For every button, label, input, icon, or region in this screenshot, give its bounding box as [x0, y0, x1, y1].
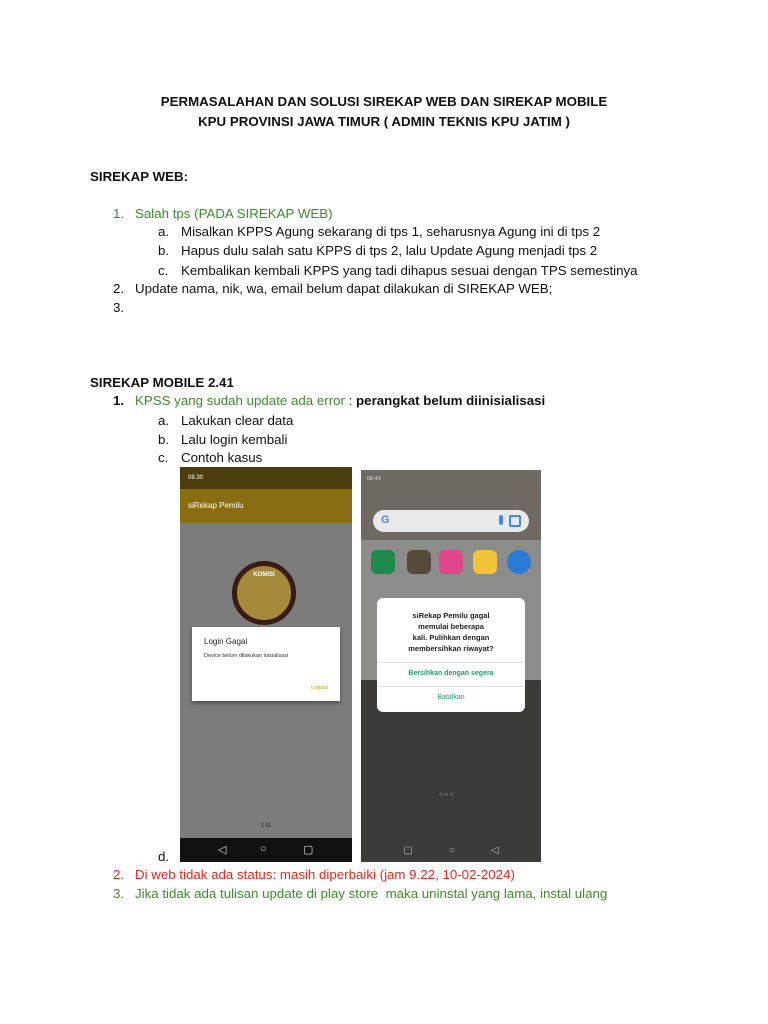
app-icon[interactable]: [407, 550, 431, 574]
app-icon[interactable]: [473, 550, 497, 574]
mobile-sub-c-text: Contoh kasus: [181, 450, 263, 465]
back-icon[interactable]: ◁: [490, 845, 499, 856]
nav-bar: [180, 838, 352, 862]
mobile-item-1-colon: :: [344, 393, 357, 408]
kpu-logo-text: KOMISI: [253, 572, 275, 578]
crash-message-line3: kali. Pulihkan dengan: [412, 633, 490, 642]
app-icon[interactable]: [439, 550, 463, 574]
dialog-message: Device belum dilakukan inisialisasi: [204, 653, 289, 659]
web-item-1-num: 1.: [113, 206, 125, 221]
logout-button[interactable]: Logout: [311, 685, 328, 691]
screenshot-login-failed: [180, 467, 352, 862]
mobile-heading: SIREKAP MOBILE 2.41: [90, 375, 234, 390]
google-search-bar[interactable]: [373, 510, 529, 532]
mobile-item-3-num: 3.: [113, 886, 125, 901]
web-sub-c-text: Kembalikan kembali KPPS yang tadi dihapus sesuai dengan TPS semestinya: [181, 263, 638, 278]
dialog-title: Login Gagal: [204, 637, 248, 646]
web-item-2-text: Update nama, nik, wa, email belum dapat dilakukan di SIREKAP WEB;: [135, 281, 553, 296]
crash-message: [377, 610, 525, 654]
web-item-3-num: 3.: [113, 300, 125, 315]
mobile-sub-a-num: a.: [158, 413, 170, 428]
status-time: 08.43: [367, 476, 381, 482]
web-sub-a-num: a.: [158, 224, 170, 239]
mobile-sub-d-num: d.: [158, 849, 170, 864]
crash-dialog: [377, 598, 525, 712]
mobile-sub-b-num: b.: [158, 432, 170, 447]
web-heading: SIREKAP WEB:: [90, 169, 189, 184]
crash-message-line1: siRekap Pemilu gagal: [412, 611, 490, 620]
home-icon[interactable]: ○: [260, 843, 267, 855]
lens-icon[interactable]: [509, 515, 521, 527]
kpu-logo: [232, 561, 296, 625]
back-icon[interactable]: ◁: [218, 844, 227, 856]
page-indicator: ○ ○ ○: [439, 792, 454, 798]
web-sub-b-text: Hapus dulu salah satu KPPS di tps 2, lalu Update Agung menjadi tps 2: [181, 243, 598, 258]
web-sub-c-num: c.: [158, 263, 169, 278]
clear-now-button[interactable]: Bersihkan dengan segera: [408, 670, 494, 677]
mobile-item-1-bold: perangkat belum diinisialisasi: [356, 393, 546, 408]
cancel-button[interactable]: Batalkan: [437, 694, 465, 701]
web-sub-a-text: Misalkan KPPS Agung sekarang di tps 1, seharusnya Agung ini di tps 2: [181, 224, 601, 239]
mobile-sub-a-text: Lakukan clear data: [181, 413, 294, 428]
login-failed-dialog: [192, 627, 340, 701]
app-icon[interactable]: [371, 550, 395, 574]
mobile-item-1-text: [135, 393, 545, 409]
recents-icon[interactable]: ▢: [303, 844, 314, 856]
app-bar: [180, 489, 352, 523]
divider: [377, 686, 525, 687]
app-title: siRekap Pemilu: [188, 501, 244, 510]
status-bar: [180, 467, 352, 489]
mobile-sub-b-text: Lalu login kembali: [181, 432, 288, 447]
home-icon[interactable]: ○: [448, 845, 455, 856]
web-item-2-num: 2.: [113, 281, 125, 296]
mobile-item-3-text: Jika tidak ada tulisan update di play store maka uninstal yang lama, instal ulang: [135, 886, 608, 901]
divider: [377, 662, 525, 663]
crash-message-line4: membersihkan riwayat?: [408, 644, 494, 653]
doc-title-line1: PERMASALAHAN DAN SOLUSI SIREKAP WEB DAN SIREKAP MOBILE: [160, 94, 608, 109]
recents-icon[interactable]: ▢: [403, 845, 413, 856]
google-icon: G: [381, 514, 390, 526]
mobile-item-2-text: Di web tidak ada status: masih diperbaiki (jam 9.22, 10-02-2024): [135, 867, 515, 882]
mobile-item-1-num: 1.: [113, 393, 125, 408]
doc-title-line2: KPU PROVINSI JAWA TIMUR ( ADMIN TEKNIS KPU JATIM ): [198, 114, 570, 129]
mobile-item-1-green: KPSS yang sudah update ada error: [135, 393, 345, 408]
web-sub-b-num: b.: [158, 243, 170, 258]
mic-icon[interactable]: [499, 515, 503, 525]
screenshot-app-crash: [361, 470, 541, 862]
app-version: 2.41: [261, 823, 271, 829]
app-icon[interactable]: [507, 550, 531, 574]
web-item-1-text: Salah tps (PADA SIREKAP WEB): [135, 206, 333, 221]
status-time: 08.30: [188, 475, 204, 481]
mobile-sub-c-num: c.: [158, 450, 169, 465]
mobile-item-2-num: 2.: [113, 867, 125, 882]
crash-message-line2: memulai beberapa: [418, 622, 484, 631]
nav-bar: [361, 845, 541, 856]
